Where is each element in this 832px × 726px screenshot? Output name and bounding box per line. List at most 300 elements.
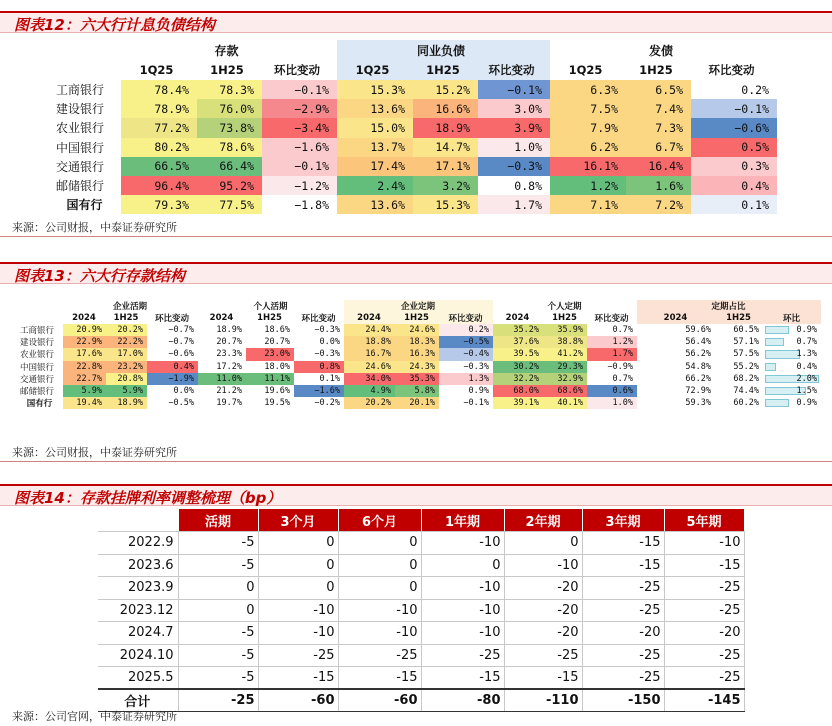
fig14-cell: -20 [582,622,664,645]
fig12-sub-header: 1H25 [413,60,478,80]
fig12-group-header: 同业负债 [337,40,550,60]
fig13-cell: 20.2% [106,324,147,336]
fig14-cell: 0 [338,577,421,600]
fig13-cell: −0.3% [294,348,344,360]
fig13-cell: 0.7% [587,324,637,336]
fig14-cell: -10 [421,532,504,555]
fig12-cell: 13.6% [337,195,413,214]
fig14-cell: -5 [178,532,258,555]
fig12-cell: 78.3% [197,80,262,99]
fig13-ratio-change-bar [765,399,789,407]
fig13-corner-cell [18,300,63,312]
fig12-bank-label: 工商银行 [56,83,105,98]
fig13-cell: 0.1% [294,373,344,385]
fig13-cell: 0.7% [796,337,817,348]
fig13-cell: 18.9% [106,397,147,409]
fig14-cell: -5 [178,622,258,645]
fig12-bank-label: 交通银行 [56,159,105,174]
fig12-sub-header: 1Q25 [337,60,413,80]
fig13-cell: 4.9% [344,385,395,397]
fig13-cell: 32.9% [543,373,587,385]
fig13-cell: 35.9% [543,324,587,336]
fig14-date-label: 2022.9 [98,532,178,555]
fig14-date-label: 2023.12 [98,599,178,622]
fig13-title: 图表13：六大行存款结构 [14,267,185,285]
fig13-ratio-change-cell [763,385,821,397]
fig12-cell: 3.9% [478,118,550,137]
fig13-cell: 17.2% [198,361,246,373]
fig14-table-row [98,667,744,690]
fig13-cell: 17.6% [63,348,106,360]
fig14-cell: 0 [178,599,258,622]
fig13-cell: −0.2% [294,397,344,409]
fig12-cell: 95.2% [197,176,262,195]
fig12-cell: −3.4% [262,118,337,137]
fig13-cell: 22.9% [63,336,106,348]
fig12-cell: −0.1% [691,99,777,118]
fig13-cell: 32.2% [493,373,543,385]
fig13-cell: 1.3% [796,349,817,360]
fig13-ratio-change-cell [763,324,821,336]
fig13-cell: 18.6% [246,324,294,336]
fig13-cell: 35.3% [395,373,439,385]
fig13-cell: 1.3% [439,373,493,385]
fig14-column-header: 6个月 [338,509,421,532]
fig12-cell: 17.1% [413,157,478,176]
fig14-cell: -15 [582,532,664,555]
fig12-cell: 7.4% [626,99,691,118]
fig12-cell: 76.0% [197,99,262,118]
fig12-sub-header: 环比变动 [691,60,777,80]
fig14-cell: -15 [582,554,664,577]
fig12-table-row [50,118,777,137]
fig14-cell: -25 [258,644,338,667]
fig13-group-header: 企业定期 [344,300,493,312]
fig13-cell: 19.5% [246,397,294,409]
fig12-cell: −1.6% [262,138,337,157]
fig13-sub-header: 环比变动 [587,312,637,324]
fig13-sub-header: 1H25 [246,312,294,324]
fig12-cell: 6.5% [626,80,691,99]
fig14-column-header: 活期 [178,509,258,532]
fig13-table-row [18,324,821,336]
fig12-table-row [50,176,777,195]
fig14-cell: -10 [504,554,582,577]
fig14-cell: -25 [582,667,664,690]
fig14-cell: -10 [664,532,744,555]
fig12-cell: −0.3% [478,157,550,176]
fig12-cell: 66.5% [121,157,197,176]
fig12-cell: 16.6% [413,99,478,118]
fig12-group-header-row [50,40,777,60]
fig13-cell: 59.3% [637,397,715,409]
fig14-cell: -25 [338,644,421,667]
fig13-bank-label: 邮储银行 [20,387,55,398]
fig12-cell: 3.0% [478,99,550,118]
fig12-cell: 15.3% [413,195,478,214]
fig12-source: 来源：公司财报，中泰证券研究所 [12,221,177,234]
fig13-cell: 24.4% [344,324,395,336]
fig13-cell: 0.4% [796,361,817,372]
fig13-group-header: 定期占比 [637,300,821,312]
fig13-cell: 23.3% [198,348,246,360]
fig13-cell: 30.2% [493,361,543,373]
fig13-cell: −0.7% [147,336,198,348]
fig12-cell: 0.2% [691,80,777,99]
fig12-cell: 1.0% [478,138,550,157]
fig14-cell: -25 [582,644,664,667]
fig13-cell: 24.6% [344,361,395,373]
fig12-cell: −0.1% [262,157,337,176]
fig13-cell: 68.0% [493,385,543,397]
fig14-cell: 0 [258,577,338,600]
fig14-table-row [98,599,744,622]
fig12-cell: 80.2% [121,138,197,157]
fig13-cell: 37.6% [493,336,543,348]
fig12-sub-header-row [50,60,777,80]
fig14-date-label: 2023.6 [98,554,178,577]
fig13-cell: 21.2% [198,385,246,397]
fig13-cell: 23.0% [246,348,294,360]
fig13-sub-header: 环比变动 [294,312,344,324]
fig12-cell: 3.2% [413,176,478,195]
fig12-cell: 0.1% [691,195,777,214]
fig13-group-header-row [18,300,821,312]
fig14-column-header: 3个月 [258,509,338,532]
fig13-cell: 18.9% [198,324,246,336]
fig13-bank-label: 中国银行 [20,362,55,373]
fig12-corner-cell [50,40,121,60]
fig13-cell: −0.3% [294,324,344,336]
fig14-table-row [98,532,744,555]
fig12-cell: −0.1% [262,80,337,99]
fig13-cell: 38.8% [543,336,587,348]
fig13-ratio-change-cell [763,397,821,409]
fig12-cell: 1.2% [550,176,626,195]
fig12-cell: 6.3% [550,80,626,99]
fig13-bank-label: 交通银行 [20,374,55,385]
fig12-cell: 1.6% [626,176,691,195]
fig13-cell: 0.9% [796,325,817,336]
fig13-cell: 29.3% [543,361,587,373]
fig14-cell: 0 [258,532,338,555]
fig12-corner-cell [50,60,121,80]
fig14-cell: -20 [504,599,582,622]
fig14-table [98,509,745,712]
fig12-bank-label: 农业银行 [56,121,105,136]
fig14-table-row [98,622,744,645]
fig13-cell: 41.2% [543,348,587,360]
fig14-total-row [98,689,744,712]
fig12-cell: 73.8% [197,118,262,137]
fig13-sub-header: 1H25 [715,312,763,324]
fig13-cell: 56.4% [637,336,715,348]
fig14-title: 图表14：存款挂牌利率调整梳理（bp） [14,489,282,507]
fig12-cell: −0.6% [691,118,777,137]
fig13-group-header: 个人活期 [198,300,344,312]
fig12-cell: 0.8% [478,176,550,195]
fig14-total-cell: -150 [582,689,664,712]
fig13-cell: 18.0% [246,361,294,373]
fig13-cell: 22.7% [63,373,106,385]
fig12-cell: −1.2% [262,176,337,195]
fig13-cell: 1.2% [587,336,637,348]
fig13-table-row [18,336,821,348]
fig12-sub-header: 1Q25 [550,60,626,80]
fig12-table-row [50,80,777,99]
fig14-header-row [98,509,744,532]
fig13-title-bar [0,262,832,284]
fig13-cell: 0.9% [439,385,493,397]
fig12-cell: 7.2% [626,195,691,214]
fig14-cell: -10 [258,622,338,645]
fig13-cell: 59.6% [637,324,715,336]
fig12-cell: 18.9% [413,118,478,137]
fig13-table [18,300,821,409]
fig13-cell: 0.0% [147,385,198,397]
fig13-cell: 66.2% [637,373,715,385]
fig14-column-header: 2年期 [504,509,582,532]
fig12-cell: 6.2% [550,138,626,157]
fig13-ratio-change-bar [765,363,776,371]
fig13-source: 来源：公司财报，中泰证券研究所 [12,446,177,459]
fig13-bank-label: 工商银行 [20,326,55,337]
fig13-cell: 16.3% [395,348,439,360]
fig12-cell: 17.4% [337,157,413,176]
fig14-total-cell: -145 [664,689,744,712]
fig13-cell: 39.5% [493,348,543,360]
fig14-total-cell: -60 [338,689,421,712]
fig12-cell: 0.4% [691,176,777,195]
fig12-cell: 7.9% [550,118,626,137]
fig12-bank-label: 建设银行 [56,102,105,117]
fig12-title: 图表12：六大行计息负债结构 [14,16,215,34]
fig14-date-label: 2023.9 [98,577,178,600]
fig13-sub-header: 2024 [198,312,246,324]
fig14-cell: -25 [421,644,504,667]
fig13-cell: 19.4% [63,397,106,409]
fig14-cell: -10 [421,599,504,622]
fig12-bank-label: 国有行 [66,198,103,213]
fig14-cell: -15 [664,554,744,577]
fig12-cell: 7.5% [550,99,626,118]
fig13-cell: 74.4% [715,385,763,397]
fig13-cell: 22.2% [106,336,147,348]
fig13-bank-label: 农业银行 [20,350,55,361]
fig13-cell: 0.0% [294,336,344,348]
fig14-cell: -25 [664,644,744,667]
fig14-cell: -5 [178,667,258,690]
fig14-cell: 0 [338,532,421,555]
fig14-cell: -20 [504,577,582,600]
fig12-cell: 16.1% [550,157,626,176]
fig13-divider [0,461,832,462]
fig12-cell: 78.4% [121,80,197,99]
fig12-table [50,40,777,214]
fig12-bank-label: 中国银行 [56,140,105,155]
fig13-sub-header: 1H25 [543,312,587,324]
fig13-table-row [18,361,821,373]
fig13-cell: −0.1% [439,397,493,409]
fig14-cell: -10 [338,599,421,622]
fig14-cell: -25 [664,577,744,600]
fig14-cell: -25 [582,599,664,622]
fig13-cell: 40.1% [543,397,587,409]
fig13-ratio-change-cell [763,348,821,360]
fig13-cell: 5.8% [395,385,439,397]
fig13-cell: 17.0% [106,348,147,360]
fig13-sub-header-row [18,312,821,324]
fig13-cell: 22.8% [63,361,106,373]
fig13-cell: 60.2% [715,397,763,409]
fig12-cell: 77.2% [121,118,197,137]
fig13-cell: 0.6% [587,385,637,397]
fig12-cell: 6.7% [626,138,691,157]
fig13-ratio-change-cell [763,373,821,385]
fig12-cell: 15.2% [413,80,478,99]
fig12-cell: 15.3% [337,80,413,99]
fig12-cell: 66.4% [197,157,262,176]
fig13-bank-label: 国有行 [26,399,53,410]
fig13-cell: 20.2% [344,397,395,409]
fig14-table-row [98,577,744,600]
fig13-cell: 18.3% [395,336,439,348]
fig13-cell: 20.7% [246,336,294,348]
fig13-cell: 20.1% [395,397,439,409]
fig14-date-label: 2024.7 [98,622,178,645]
fig14-date-label: 2024.10 [98,644,178,667]
fig13-sub-header: 2024 [63,312,106,324]
fig14-cell: -15 [504,667,582,690]
fig13-cell: −0.5% [439,336,493,348]
fig14-cell: -25 [504,644,582,667]
fig12-cell: 15.0% [337,118,413,137]
fig14-total-cell: -80 [421,689,504,712]
fig13-cell: −0.7% [147,324,198,336]
fig12-cell: 0.5% [691,138,777,157]
fig13-cell: 0.7% [587,373,637,385]
fig13-cell: 11.0% [198,373,246,385]
fig14-cell: -5 [178,644,258,667]
fig13-cell: 1.5% [796,386,817,397]
fig12-sub-header: 1Q25 [121,60,197,80]
fig14-cell: -15 [258,667,338,690]
fig13-cell: 72.9% [637,385,715,397]
fig12-cell: 7.1% [550,195,626,214]
fig13-cell: −1.6% [294,385,344,397]
fig12-cell: 14.7% [413,138,478,157]
fig14-cell: -10 [258,599,338,622]
fig14-column-header: 5年期 [664,509,744,532]
fig12-cell: −1.8% [262,195,337,214]
fig14-cell: -15 [338,667,421,690]
fig14-cell: -25 [664,599,744,622]
fig13-cell: −0.5% [147,397,198,409]
fig13-cell: 35.2% [493,324,543,336]
fig13-cell: 20.8% [106,373,147,385]
fig14-cell: -20 [664,622,744,645]
fig14-cell: -15 [421,667,504,690]
fig12-table-row [50,157,777,176]
fig13-ratio-change-cell [763,361,821,373]
fig13-table-row [18,348,821,360]
fig14-cell: -10 [338,622,421,645]
fig13-cell: 56.2% [637,348,715,360]
fig13-cell: 68.6% [543,385,587,397]
fig12-cell: 0.3% [691,157,777,176]
fig14-cell: 0 [338,554,421,577]
fig13-table-row [18,373,821,385]
fig12-cell: 77.5% [197,195,262,214]
fig12-sub-header: 1H25 [197,60,262,80]
fig12-cell: −0.1% [478,80,550,99]
fig13-cell: 55.2% [715,361,763,373]
fig13-cell: −1.9% [147,373,198,385]
fig12-cell: 79.3% [121,195,197,214]
fig14-cell: -20 [504,622,582,645]
fig13-cell: 57.1% [715,336,763,348]
fig12-table-row [50,138,777,157]
fig13-cell: 16.7% [344,348,395,360]
fig13-bank-label: 建设银行 [20,338,55,349]
fig14-total-cell: -25 [178,689,258,712]
fig14-corner-cell [98,509,178,532]
fig14-cell: 0 [421,554,504,577]
fig13-cell: 19.7% [198,397,246,409]
fig14-column-header: 3年期 [582,509,664,532]
fig13-sub-header: 1H25 [106,312,147,324]
fig13-corner-cell [18,312,63,324]
fig12-cell: −2.9% [262,99,337,118]
fig12-cell: 16.4% [626,157,691,176]
fig14-column-header: 1年期 [421,509,504,532]
fig13-cell: 24.3% [395,361,439,373]
fig13-ratio-change-bar [765,338,784,346]
fig13-cell: 20.7% [198,336,246,348]
fig14-cell: -5 [178,554,258,577]
fig12-cell: 13.6% [337,99,413,118]
fig14-source: 来源：公司官网，中泰证券研究所 [12,710,177,723]
fig13-sub-header: 环比 [763,312,821,324]
fig13-cell: 2.0% [796,373,817,384]
fig13-cell: 20.9% [63,324,106,336]
fig13-table-row [18,385,821,397]
fig13-sub-header: 2024 [493,312,543,324]
fig13-cell: 5.9% [106,385,147,397]
fig12-title-bar [0,11,832,33]
fig14-cell: 0 [178,577,258,600]
fig13-group-header: 个人定期 [493,300,637,312]
fig13-sub-header: 环比变动 [147,312,198,324]
fig12-sub-header: 1H25 [626,60,691,80]
fig13-group-header: 企业活期 [63,300,198,312]
fig13-cell: −0.3% [439,361,493,373]
fig13-cell: 0.9% [796,398,817,409]
fig12-cell: 13.7% [337,138,413,157]
fig13-cell: −0.6% [147,348,198,360]
fig12-table-row [50,99,777,118]
fig14-title-bar [0,484,832,506]
fig13-cell: 0.2% [439,324,493,336]
fig13-cell: 1.7% [587,348,637,360]
fig13-cell: 1.0% [587,397,637,409]
fig13-cell: 60.5% [715,324,763,336]
fig13-cell: 5.9% [63,385,106,397]
fig12-cell: 1.7% [478,195,550,214]
fig13-ratio-change-bar [765,326,789,334]
fig14-cell: -25 [664,667,744,690]
fig12-cell: 7.3% [626,118,691,137]
